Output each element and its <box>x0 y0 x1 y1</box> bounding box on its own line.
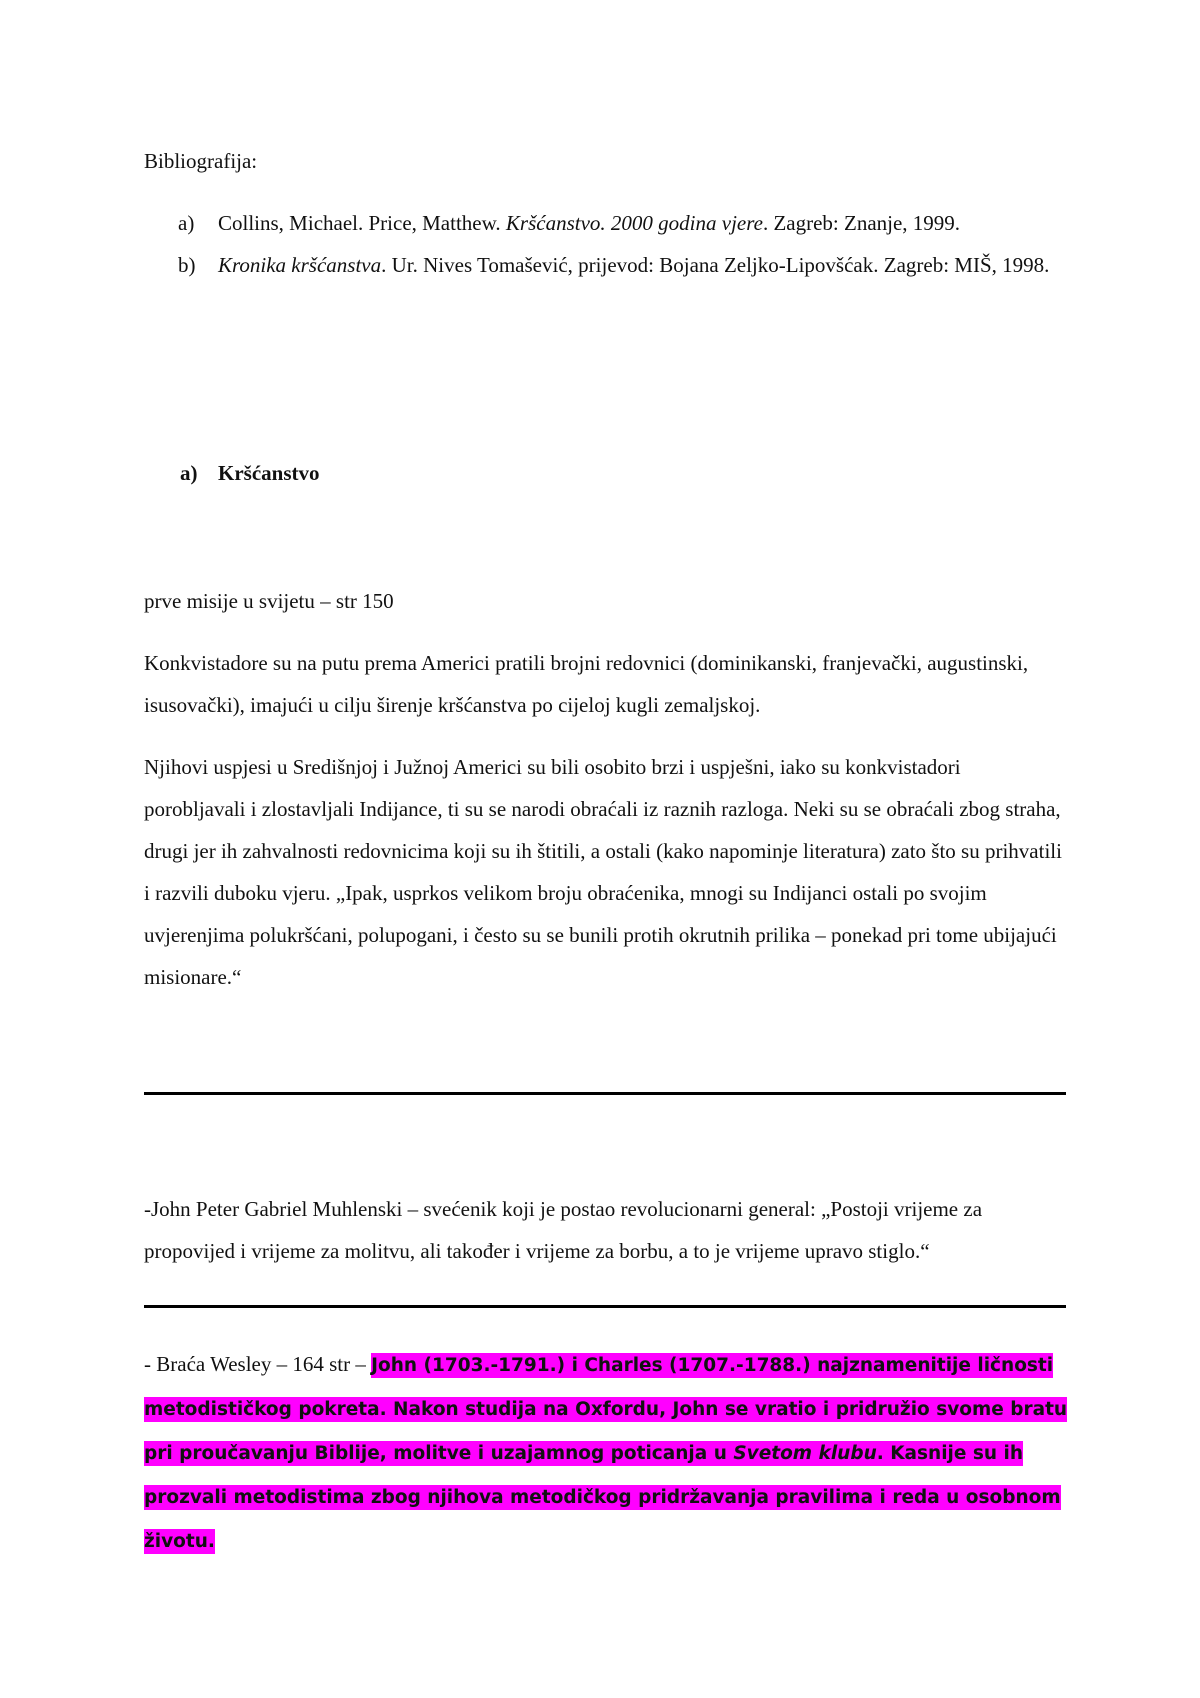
list-marker: a) <box>178 211 195 235</box>
highlight-text-part: . Kasnije su ih prozvali metodistima zbog njihova metodičkog pridržavanja pravilima i reda u osobnom životu. <box>144 1443 1061 1552</box>
bibliography-item <box>178 244 1058 286</box>
wesley-paragraph <box>144 1343 1074 1563</box>
bibliography-item <box>178 202 1058 244</box>
bibliography-publication: . Zagreb: Znanje, 1999. <box>762 211 961 235</box>
bibliography-book-title: Kronika kršćanstva <box>218 253 382 277</box>
muhlenski-quote: -John Peter Gabriel Muhlenski – svećenik koji je postao revolucionarni general: „Postoji vrijeme za propovijed i vrijeme za molitvu, ali također i vrijeme za borbu, a to je vrijeme upravo stiglo.“ <box>144 1197 983 1263</box>
highlighted-text <box>144 1353 1067 1554</box>
bibliography-publication: . Ur. Nives Tomašević, prijevod: Bojana Zeljko-Lipovšćak. Zagreb: MIŠ, 1998. <box>381 253 1050 277</box>
horizontal-rule <box>144 1092 1066 1095</box>
bibliography-authors: Collins, Michael. Price, Matthew. <box>218 211 506 235</box>
bibliography-list <box>178 202 1058 286</box>
horizontal-rule <box>144 1305 1066 1308</box>
section-heading <box>180 452 320 494</box>
paragraph: Njihovi uspjesi u Središnjoj i Južnoj Americi su bili osobito brzi i uspješni, iako su konkvistadori porobljavali i zlostavljali Indijance, ti su se narodi obraćali iz raznih razloga. Neki su se obraćali zbog straha, drugi jer ih zahvalnosti redovnicima koji su ih štitili, a ostali (kako napominje literatura) zato što su prihvatili i razvili duboku vjeru. „Ipak, usprkos velikom broju obraćenika, mnogi su Indijanci ostali po svojim uvjerenjima polukršćani, polupogani, i često su se bunili protih okrutnih prilika – ponekad pri tome ubijajući misionare.“ <box>144 755 1062 989</box>
heading-text: Kršćanstvo <box>218 461 320 485</box>
wesley-lead: - Braća Wesley – 164 str – <box>144 1352 372 1376</box>
highlight-text-part: John (1703.-1791.) i Charles (1707.-1788.) najznamenitije ličnosti metodističkog pokreta. Nakon studija na Oxfordu, John se vratio i pridružio svome bratu pri proučavanju Biblije, molitve i uzajamnog poticanja u <box>144 1355 1068 1464</box>
list-marker: b) <box>178 253 196 277</box>
subheading: prve misije u svijetu – str 150 <box>144 589 394 613</box>
paragraph: Konkvistadore su na putu prema Americi pratili brojni redovnici (dominikanski, franjevački, augustinski, isusovački), imajući u cilju širenje kršćanstva po cijeloj kugli zemaljskoj. <box>144 651 1029 717</box>
highlight-italic-text: Svetom klubu <box>733 1443 877 1464</box>
heading-marker: a) <box>180 461 198 485</box>
bibliography-title: Bibliografija: <box>144 149 258 173</box>
bibliography-book-title: Kršćanstvo. 2000 godina vjere <box>505 211 763 235</box>
